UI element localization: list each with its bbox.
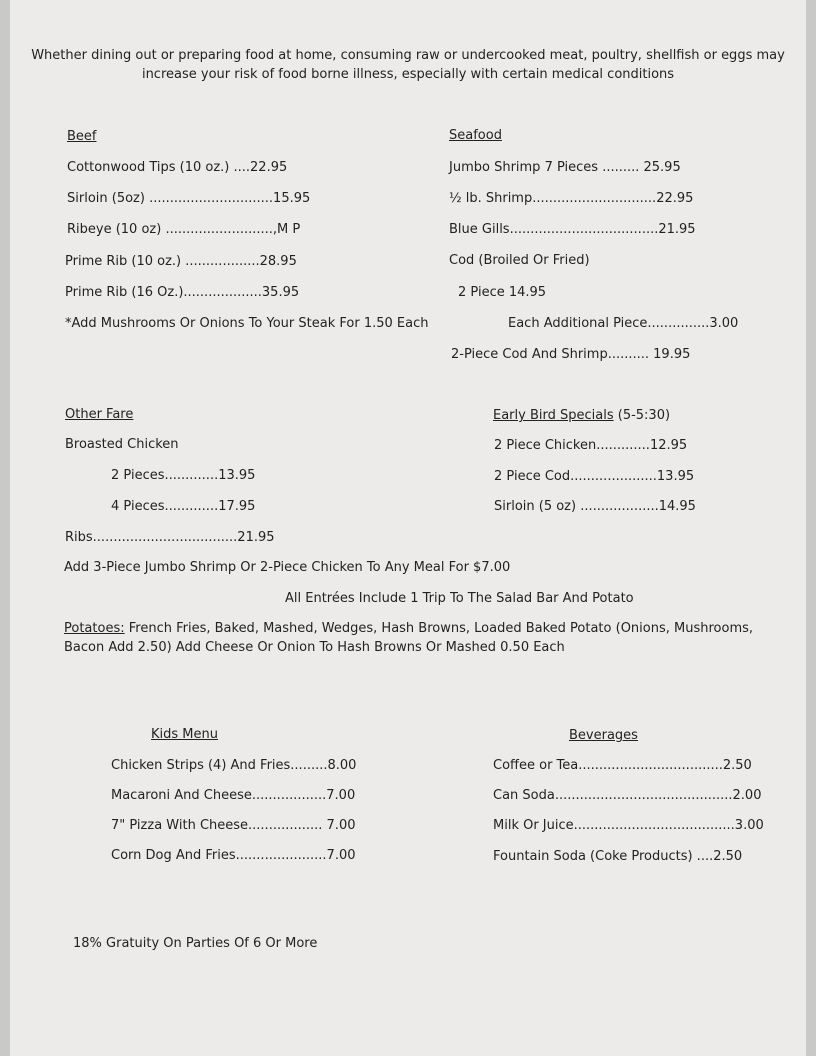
early-bird-heading [493, 408, 670, 424]
beverage-item: Milk Or Juice.......................................3.00 [493, 818, 764, 833]
gratuity-note: 18% Gratuity On Parties Of 6 Or More [73, 936, 318, 951]
food-safety-notice-line2: increase your risk of food borne illness, especially with certain medical conditions [141, 67, 675, 82]
seafood-item: ½ lb. Shrimp..............................22.95 [449, 191, 694, 206]
potatoes-label: Potatoes: [64, 621, 125, 636]
early-bird-item: Sirloin (5 oz) ...................14.95 [494, 499, 696, 514]
kids-menu-item: Macaroni And Cheese..................7.00 [111, 788, 356, 803]
seafood-item: Each Additional Piece...............3.00 [508, 316, 739, 331]
kids-menu-item: Corn Dog And Fries......................7.00 [111, 848, 356, 863]
seafood-item: Cod (Broiled Or Fried) [449, 253, 590, 268]
other-fare-item: Broasted Chicken [65, 437, 179, 452]
seafood-item: 2-Piece Cod And Shrimp.......... 19.95 [451, 347, 691, 362]
beef-item: Sirloin (5oz) ..............................15.95 [67, 191, 311, 206]
add-on-note: Add 3-Piece Jumbo Shrimp Or 2-Piece Chicken To Any Meal For $7.00 [64, 560, 511, 575]
seafood-item: 2 Piece 14.95 [458, 285, 547, 300]
seafood-item: Jumbo Shrimp 7 Pieces ......... 25.95 [449, 160, 681, 175]
other-fare-item: 2 Pieces.............13.95 [111, 468, 256, 483]
food-safety-notice-line1: Whether dining out or preparing food at home, consuming raw or undercooked meat, poultry, shellfish or eggs may [31, 48, 785, 63]
early-bird-time: (5-5:30) [613, 408, 671, 423]
potatoes-text: French Fries, Baked, Mashed, Wedges, Hash Browns, Loaded Baked Potato (Onions, Mushrooms, Bacon Add 2.50) Add Cheese Or Onion To Hash Browns Or Mashed 0.50 Each [64, 621, 754, 655]
early-bird-item: 2 Piece Chicken.............12.95 [494, 438, 688, 453]
salad-bar-note: All Entrées Include 1 Trip To The Salad Bar And Potato [285, 591, 634, 606]
beef-item: Ribeye (10 oz) ..........................,M P [67, 222, 301, 237]
beef-heading: Beef [67, 129, 97, 144]
beverages-heading: Beverages [569, 728, 638, 743]
beef-item: Cottonwood Tips (10 oz.) ....22.95 [67, 160, 288, 175]
other-fare-heading: Other Fare [65, 407, 134, 422]
beverage-item: Can Soda...........................................2.00 [493, 788, 762, 803]
kids-menu-item: 7" Pizza With Cheese.................. 7.00 [111, 818, 356, 833]
seafood-item: Blue Gills....................................21.95 [449, 222, 696, 237]
beverage-item: Coffee or Tea...................................2.50 [493, 758, 752, 773]
kids-menu-item: Chicken Strips (4) And Fries.........8.00 [111, 758, 357, 773]
beef-item: Prime Rib (16 Oz.)...................35.95 [65, 285, 300, 300]
beverage-item: Fountain Soda (Coke Products) ....2.50 [493, 849, 743, 864]
other-fare-item: Ribs...................................21.95 [65, 530, 275, 545]
seafood-heading: Seafood [449, 128, 502, 143]
beef-note: *Add Mushrooms Or Onions To Your Steak For 1.50 Each [65, 316, 429, 331]
potatoes-note [64, 619, 784, 657]
beef-item: Prime Rib (10 oz.) ..................28.95 [65, 254, 297, 269]
early-bird-title: Early Bird Specials [493, 408, 614, 423]
other-fare-item: 4 Pieces.............17.95 [111, 499, 256, 514]
menu-page [10, 0, 806, 1056]
early-bird-item: 2 Piece Cod.....................13.95 [494, 469, 695, 484]
kids-menu-heading: Kids Menu [151, 727, 218, 742]
